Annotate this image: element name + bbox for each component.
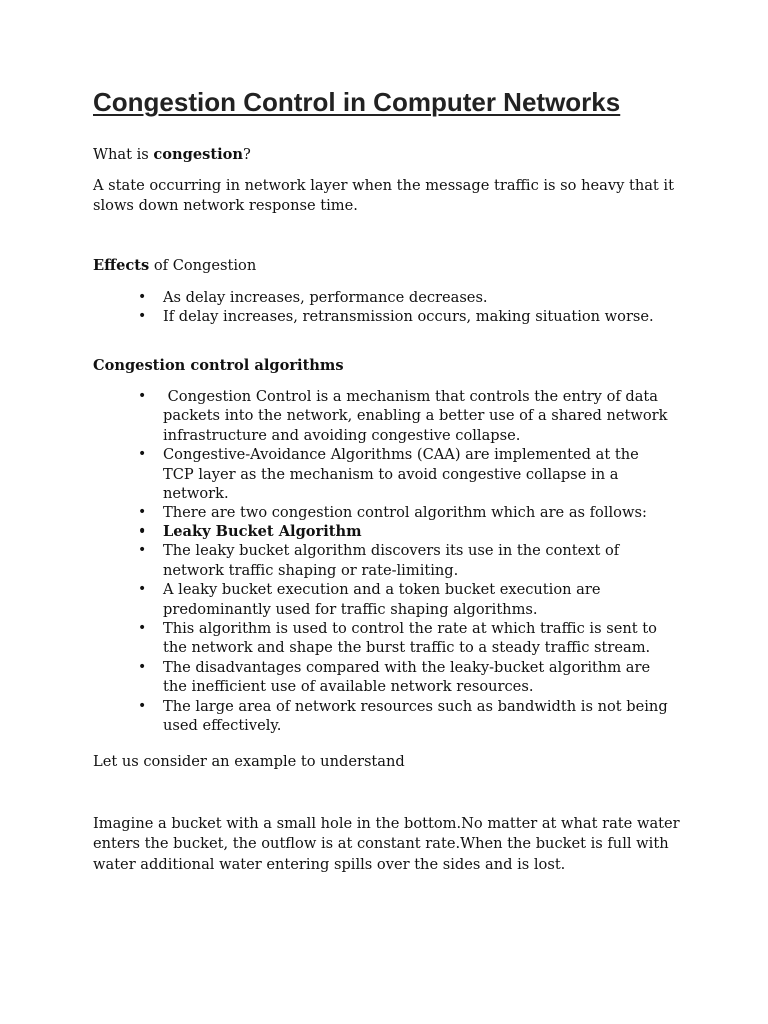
- leaky-bucket-heading: [93, 522, 673, 541]
- list-item: • There are two congestion control algorithm which are as follows:: [93, 503, 673, 522]
- example-paragraph: Imagine a bucket with a small hole in the bottom.No matter at what rate water enters the bucket, the outflow is at constant rate.When the bucket is full with water additional water entering spills over the sides and is lost.: [93, 815, 680, 873]
- page-title: Congestion Control in Computer Networks: [93, 87, 621, 117]
- algorithms-list: [93, 387, 693, 542]
- what-is-suffix: ?: [242, 146, 251, 163]
- list-item: • If delay increases, retransmission occurs, making situation worse.: [93, 307, 673, 326]
- algorithms-heading: [93, 356, 683, 376]
- effects-heading-rest: of Congestion: [149, 257, 257, 274]
- list-item: • The large area of network resources such as bandwidth is not being used effectively.: [93, 697, 673, 736]
- example-intro: Let us consider an example to understand: [93, 753, 405, 770]
- algorithms-heading-text: Congestion control algorithms: [93, 357, 344, 374]
- list-item: • As delay increases, performance decreases.: [93, 288, 673, 307]
- what-is-question: [93, 145, 683, 165]
- list-item: • A leaky bucket execution and a token bucket execution are predominantly used for traffic shaping algorithms.: [93, 580, 673, 619]
- what-is-term: congestion: [153, 146, 243, 163]
- list-item: • The disadvantages compared with the leaky-bucket algorithm are the inefficient use of available network resources.: [93, 658, 673, 697]
- effects-heading-bold: Effects: [93, 257, 150, 274]
- leaky-bucket-heading-text: Leaky Bucket Algorithm: [163, 523, 362, 540]
- effects-list: [93, 288, 693, 327]
- effects-heading: [93, 256, 683, 276]
- list-item: • The leaky bucket algorithm discovers its use in the context of network traffic shaping or rate-limiting.: [93, 541, 673, 580]
- definition-paragraph: A state occurring in network layer when the message traffic is so heavy that it slows down network response time.: [93, 177, 674, 214]
- list-item: • This algorithm is used to control the rate at which traffic is sent to the network and shape the burst traffic to a steady traffic stream.: [93, 619, 673, 658]
- what-is-prefix: What is: [93, 146, 154, 163]
- list-item: • Congestive-Avoidance Algorithms (CAA) are implemented at the TCP layer as the mechanism to avoid congestive collapse in a network.: [93, 445, 673, 503]
- list-item: • Congestion Control is a mechanism that controls the entry of data packets into the network, enabling a better use of a shared network infrastructure and avoiding congestive collapse.: [93, 387, 673, 445]
- leaky-bucket-list: [93, 522, 693, 735]
